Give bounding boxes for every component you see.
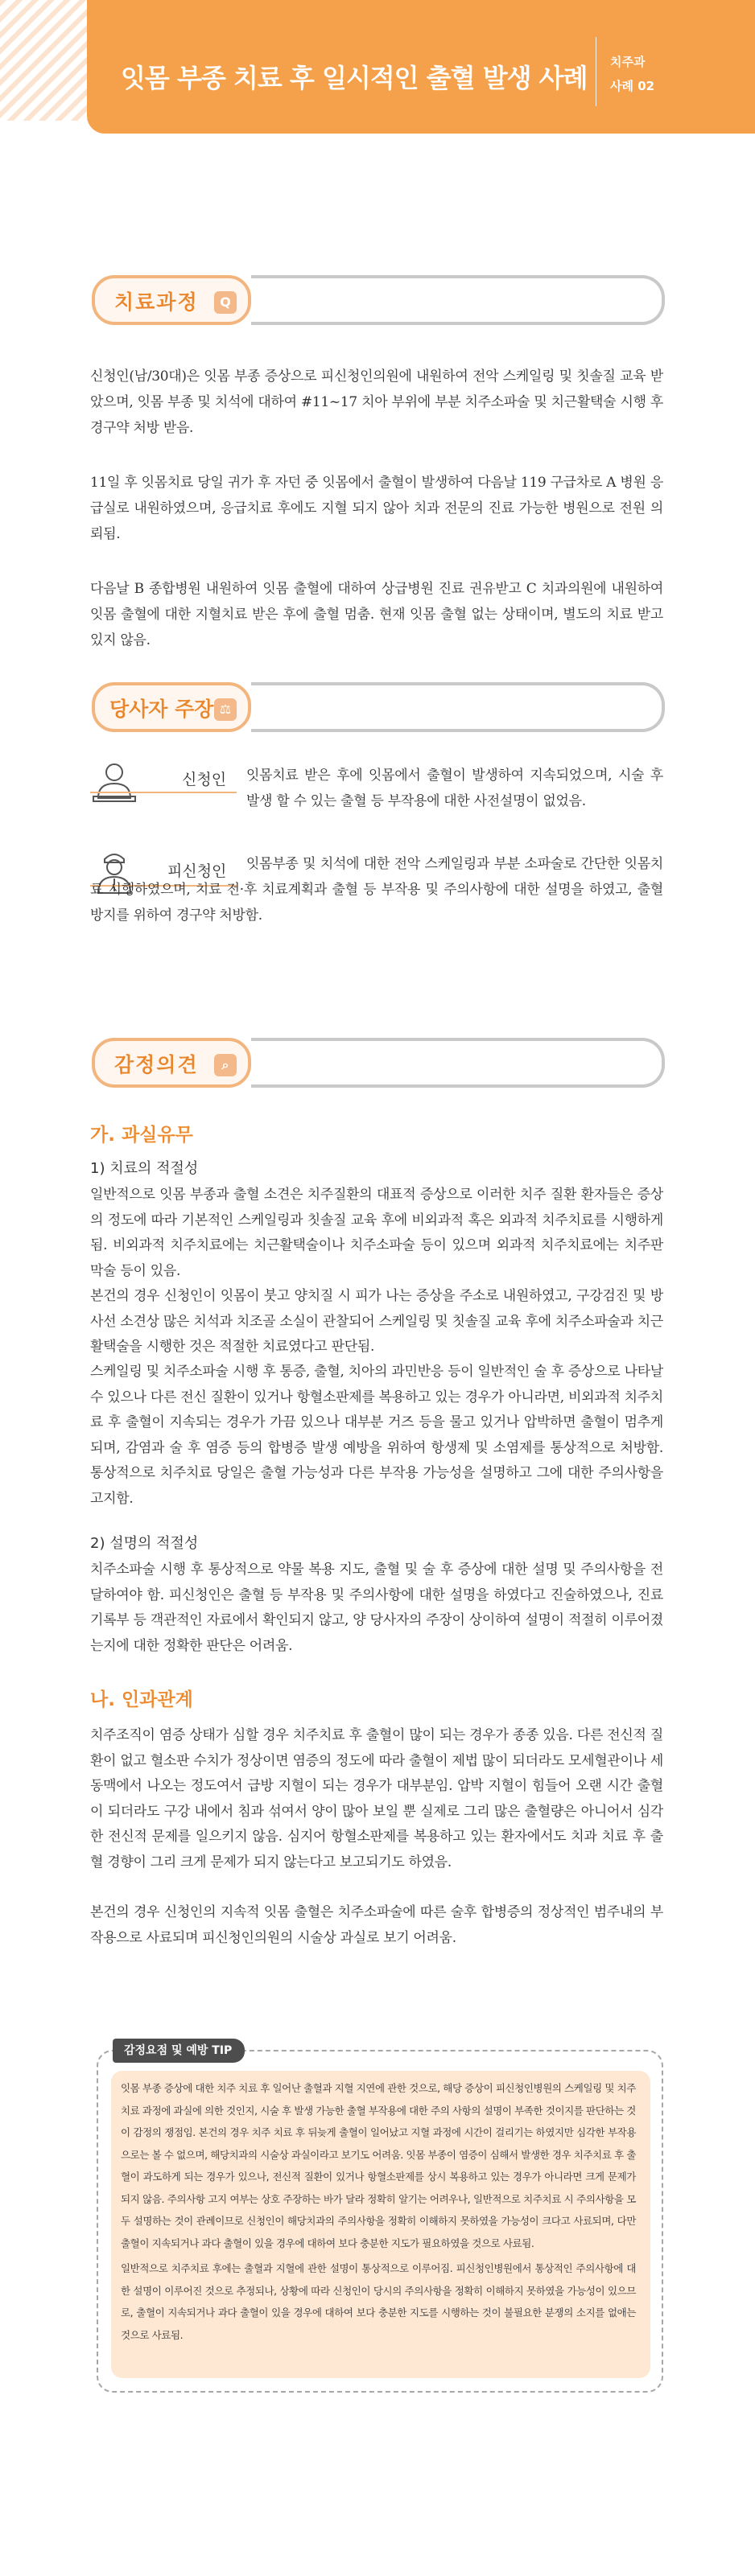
section-header-claims <box>92 682 665 732</box>
respondent-name: 피신청인 <box>167 862 227 880</box>
search-icon: ⌕ <box>214 1054 237 1076</box>
section-header-treatment <box>92 275 665 325</box>
section-pill <box>92 1038 251 1088</box>
fault-paragraph-3: 스케일링 및 치주소파술 시행 후 통증, 출혈, 치아의 과민반응 등이 일반적인 술 후 증상으로 나타날 수 있으나 다른 전신 질환이 있거나 항혈소판제를 복용하고 있는 경우가 아니라면, 비외과적 치주치료 후 출혈이 지속되는 경우가 가끔 있으나 대부분 거즈 등을 물고 있거나 압박하면 출혈이 멈추게 되며, 감염과 술 후 염증 등의 합병증 발생 예방을 위하여 항생제 및 소염제를 통상적으로 처방함. 통상적으로 치주치료 당일은 출혈 가능성과 다른 부작용 가능성을 설명하고 그에 대한 주의사항을 고지함. <box>90 1364 663 1507</box>
tip-paragraph-2: 일반적으로 치주치료 후에는 출혈과 지혈에 관한 설명이 통상적으로 이루어짐. 피신청인병원에서 통상적인 주의사항에 대한 설명이 이루어진 것으로 추정되나, 상황에 따라 신청인이 당시의 주의사항을 정확히 이해하지 못하였을 가능성이 있으므로, 출혈이 지속되거나 과다 출혈이 있을 경우에 대하여 보다 충분한 지도를 시행하는 것이 불필요한 분쟁의 소지를 없애는 것으로 사료됨. <box>121 2262 636 2341</box>
question-icon: Q <box>214 291 237 314</box>
causality-paragraph-2: 본건의 경우 신청인의 지속적 잇몸 출혈은 치주소파술에 따른 술후 합병증의 정상적인 범주내의 부작용으로 사료되며 피신청인의원의 시술상 과실로 보기 어려움. <box>90 1904 663 1946</box>
explanation-appropriateness-heading: 2) 설명의 적절성 <box>90 1535 199 1552</box>
causality-paragraph-1: 치주조직이 염증 상태가 심할 경우 치주치료 후 출혈이 많이 되는 경우가 종종 있음. 다른 전신적 질환이 없고 혈소판 수치가 정상이면 염증의 정도에 따라 출혈이 제법 많이 되더라도 모세혈관이나 세동맥에서 나오는 정도여서 급방 지혈이 되는 경우가 대부분임. 압박 지혈이 힘들어 오랜 시간 출혈이 되더라도 구강 내에서 침과 섞여서 양이 많아 보일 뿐 실제로 그리 많은 출혈량은 아니어서 심각한 전신적 문제를 일으키지 않음. 심지어 항혈소판제를 복용하고 있는 환자에서도 치과 치료 후 출혈 경향이 그리 크게 문제가 되지 않는다고 보고되기도 하였음. <box>90 1727 663 1870</box>
explanation-paragraph: 치주소파술 시행 후 통상적으로 약물 복용 지도, 출혈 및 술 후 증상에 대한 설명 및 주의사항을 전달하여야 함. 피신청인은 출혈 등 부작용 및 주의사항에 대한 설명을 하였다고 진술하였으나, 진료기록부 등 객관적인 자료에서 확인되지 않고, 양 당사자의 주장이 상이하여 설명이 적절히 이루어졌는지에 대한 정확한 판단은 어려움. <box>90 1562 663 1654</box>
applicant-underline <box>90 792 237 793</box>
treatment-paragraph-1: 신청인(남/30대)은 잇몸 부종 증상으로 피신청인의원에 내원하여 전악 스케일링 및 칫솔질 교육 받았으며, 잇몸 부종 및 치석에 대하여 #11~17 치아 부위에 부분 치주소파술 및 치근활택술 시행 후 경구약 처방 받음. <box>90 368 663 436</box>
section-bar <box>251 682 665 732</box>
header-stripes-decoration <box>0 0 89 121</box>
header-category: 치주과 <box>610 55 646 69</box>
section-pill <box>92 275 251 325</box>
section-label: 감정의견 <box>114 1053 199 1076</box>
applicant-claim-text: 잇몸치료 받은 후에 잇몸에서 출혈이 발생하여 지속되었으며, 시술 후 발생 할 수 있는 출혈 등 부작용에 대한 사전설명이 없었음. <box>246 767 663 809</box>
applicant-avatar-icon <box>90 761 138 806</box>
applicant-name: 신청인 <box>182 771 227 788</box>
section-label: 당사자 주장 <box>109 697 214 721</box>
section-bar <box>251 275 665 325</box>
fault-paragraph-2: 본건의 경우 신청인이 잇몸이 붓고 양치질 시 피가 나는 증상을 주소로 내원하였고, 구강검진 및 방사선 소견상 많은 치석과 치조골 소실이 관찰되어 스케일링 및 칫솔질 교육 후에 치주소파술과 치근활택술을 시행한 것은 적절한 치료였다고 판단됨. <box>90 1288 663 1355</box>
tip-tab-label: 감정요점 및 예방 TIP <box>113 2039 245 2063</box>
section-label: 치료과정 <box>114 290 199 314</box>
tip-paragraph-1: 잇몸 부종 증상에 대한 치주 치료 후 일어난 출혈과 지혈 지연에 관한 것으로, 해당 증상이 피신청인병원의 스케일링 및 치주치료 과정에 과실에 의한 것인지, 시술 후 발생 가능한 출혈 부작용에 대한 주의 사항의 설명이 부족한 것이지를 판단하는 것이 감정의 쟁점임. 본건의 경우 치주 치료 후 뒤늦게 출혈이 일어났고 지혈 과정에 시간이 걸리기는 하였지만 심각한 부작용으로는 볼 수 없으며, 해당치과의 시술상 과실이라고 보기도 어려움. 잇몸 부종이 염증이 심해서 발생한 경우 치주치료 후 출혈이 과도하게 되는 경우가 있으나, 전신적 질환이 있거나 항혈소판제를 상시 복용하고 있는 경우가 아니라면 크게 문제가 되지 않음. 주의사항 고지 여부는 상호 주장하는 바가 달라 정확히 알기는 어려우나, 일반적으로 치주치료 시 주의사항을 모두 설명하는 것이 관례이므로 신청인이 해당치과의 주의사항을 정확히 이해하지 못하였을 가능성이 크다고 사료되며, 다만 출혈이 지속되거나 과다 출혈이 있을 경우에 대하여 보다 충분한 지도가 필요하였을 것으로 사료됨. <box>121 2082 636 2249</box>
header-case-number: 사례 02 <box>610 79 655 93</box>
page-title: 잇몸 부종 치료 후 일시적인 출혈 발생 사례 <box>121 63 588 93</box>
treatment-paragraph-2: 11일 후 잇몸치료 당일 귀가 후 자던 중 잇몸에서 출혈이 발생하여 다음날 119 구급차로 A 병원 응급실로 내원하였으며, 응급치료 후에도 지혈 되지 않아 치과 전문의 진료 가능한 병원으로 전원 의뢰됨. <box>90 475 663 542</box>
causality-heading: 나. 인과관계 <box>90 1689 193 1710</box>
scale-icon: ⚖ <box>214 698 237 721</box>
treatment-appropriateness-heading: 1) 치료의 적절성 <box>90 1160 199 1177</box>
treatment-paragraph-3: 다음날 B 종합병원 내원하여 잇몸 출혈에 대하여 상급병원 진료 권유받고 C 치과의원에 내원하여 잇몸 출혈에 대한 지혈치료 받은 후에 출혈 멈춤. 현재 잇몸 출혈 없는 상태이며, 별도의 치료 받고 있지 않음. <box>90 581 663 648</box>
respondent-claim-text: 잇몸부종 및 치석에 대한 전악 스케일링과 부분 소파술로 간단한 잇몸치료 시행하였으며, 치료 전·후 치료계획과 출혈 등 부작용 및 주의사항에 대한 설명을 하였고, 출혈 방지를 위하여 경구약 처방함. <box>90 856 663 924</box>
fault-paragraph-1: 일반적으로 잇몸 부종과 출혈 소견은 치주질환의 대표적 증상으로 이러한 치주 질환 환자들은 증상의 정도에 따라 기본적인 스케일링과 칫솔질 교육 후에 비외과적 혹은 외과적 치주치료를 시행하게 됨. 비외과적 치주치료에는 치근활택술이나 치주소파술 등이 있으며 외과적 치주치료에는 치주판막술 등이 있음. <box>90 1187 663 1279</box>
section-bar <box>251 1038 665 1088</box>
section-header-opinion <box>92 1038 665 1088</box>
fault-heading: 가. 과실유무 <box>90 1125 193 1146</box>
header-band <box>87 0 755 134</box>
section-pill <box>92 682 251 732</box>
